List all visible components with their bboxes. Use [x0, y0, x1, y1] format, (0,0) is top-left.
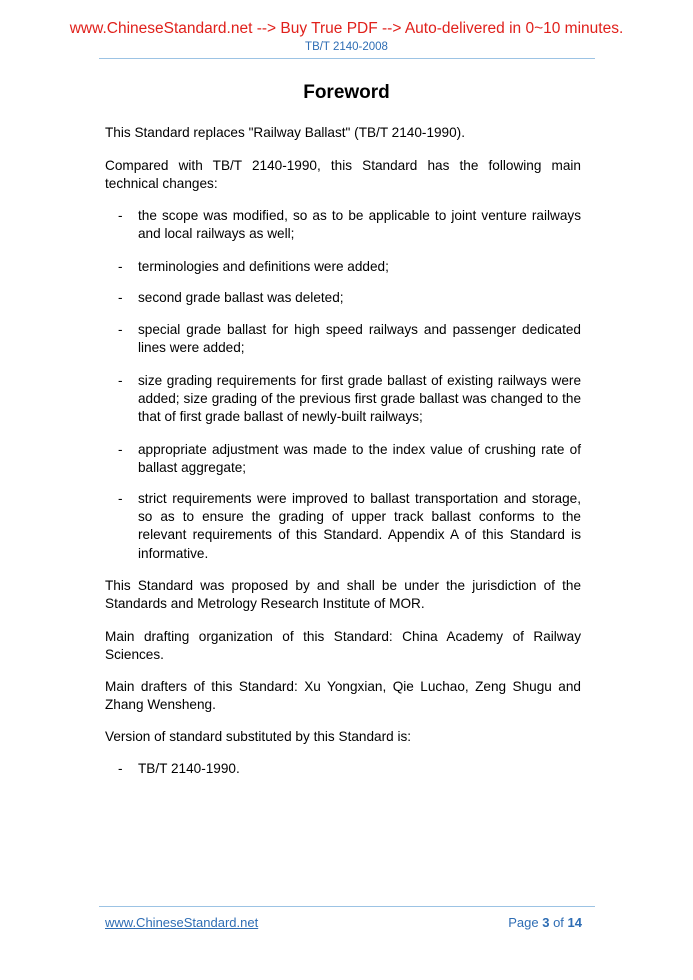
list-item-text: appropriate adjustment was made to the index value of crushing rate of ballast aggregate; [138, 442, 581, 476]
bullet-dash: - [118, 259, 123, 274]
paragraph: Compared with TB/T 2140-1990, this Standard has the following main technical changes: [105, 158, 581, 192]
bullet-dash: - [118, 208, 123, 223]
footer-divider [99, 906, 595, 907]
current-page: 3 [542, 915, 550, 930]
purchase-banner[interactable]: www.ChineseStandard.net --> Buy True PDF --> Auto-delivered in 0~10 minutes. [69, 20, 624, 37]
bullet-dash: - [118, 373, 123, 388]
list-item [118, 207, 581, 243]
bullet-dash: - [118, 491, 123, 506]
total-pages: 14 [567, 915, 582, 930]
bullet-dash: - [118, 442, 123, 457]
paragraph: Version of standard substituted by this Standard is: [105, 729, 412, 744]
paragraph: This Standard was proposed by and shall be under the jurisdiction of the Standards and Metrology Research Institute of MOR. [105, 578, 581, 612]
page-number [508, 915, 582, 930]
paragraph: This Standard replaces "Railway Ballast" (TB/T 2140-1990). [105, 125, 465, 140]
document-id: TB/T 2140-2008 [305, 41, 388, 53]
list-item [118, 321, 581, 357]
of-label: of [553, 915, 564, 930]
list-item [118, 760, 581, 778]
list-item [118, 490, 581, 563]
list-item-text: size grading requirements for first grade ballast of existing railways were added; size grading of the previous first grade ballast was changed to the that of first grade ballast of newly-built railways; [138, 373, 581, 425]
paragraph: Main drafters of this Standard: Xu Yongxian, Qie Luchao, Zeng Shugu and Zhang Wensheng. [105, 679, 581, 713]
list-item [118, 372, 581, 427]
header-divider [99, 58, 595, 59]
list-item-text: second grade ballast was deleted; [138, 290, 344, 305]
bullet-dash: - [118, 290, 123, 305]
list-item-text: special grade ballast for high speed railways and passenger dedicated lines were added; [138, 322, 581, 356]
paragraph: Main drafting organization of this Standard: China Academy of Railway Sciences. [105, 629, 581, 663]
bullet-dash: - [118, 322, 123, 337]
page-title: Foreword [303, 82, 390, 103]
list-item-text: strict requirements were improved to ballast transportation and storage, so as to ensure the grading of upper track ballast conforms to the relevant requirements of this Standard. Appendix A of this Standard is informative. [138, 491, 581, 561]
list-item-text: the scope was modified, so as to be applicable to joint venture railways and local railways as well; [138, 208, 581, 242]
list-item [118, 441, 581, 477]
list-item-text: TB/T 2140-1990. [138, 761, 240, 776]
page-label: Page [508, 915, 539, 930]
footer-website-link[interactable]: www.ChineseStandard.net [105, 915, 259, 930]
list-item-text: terminologies and definitions were added; [138, 259, 389, 274]
list-item [118, 258, 581, 276]
bullet-dash: - [118, 761, 123, 776]
list-item [118, 289, 581, 307]
